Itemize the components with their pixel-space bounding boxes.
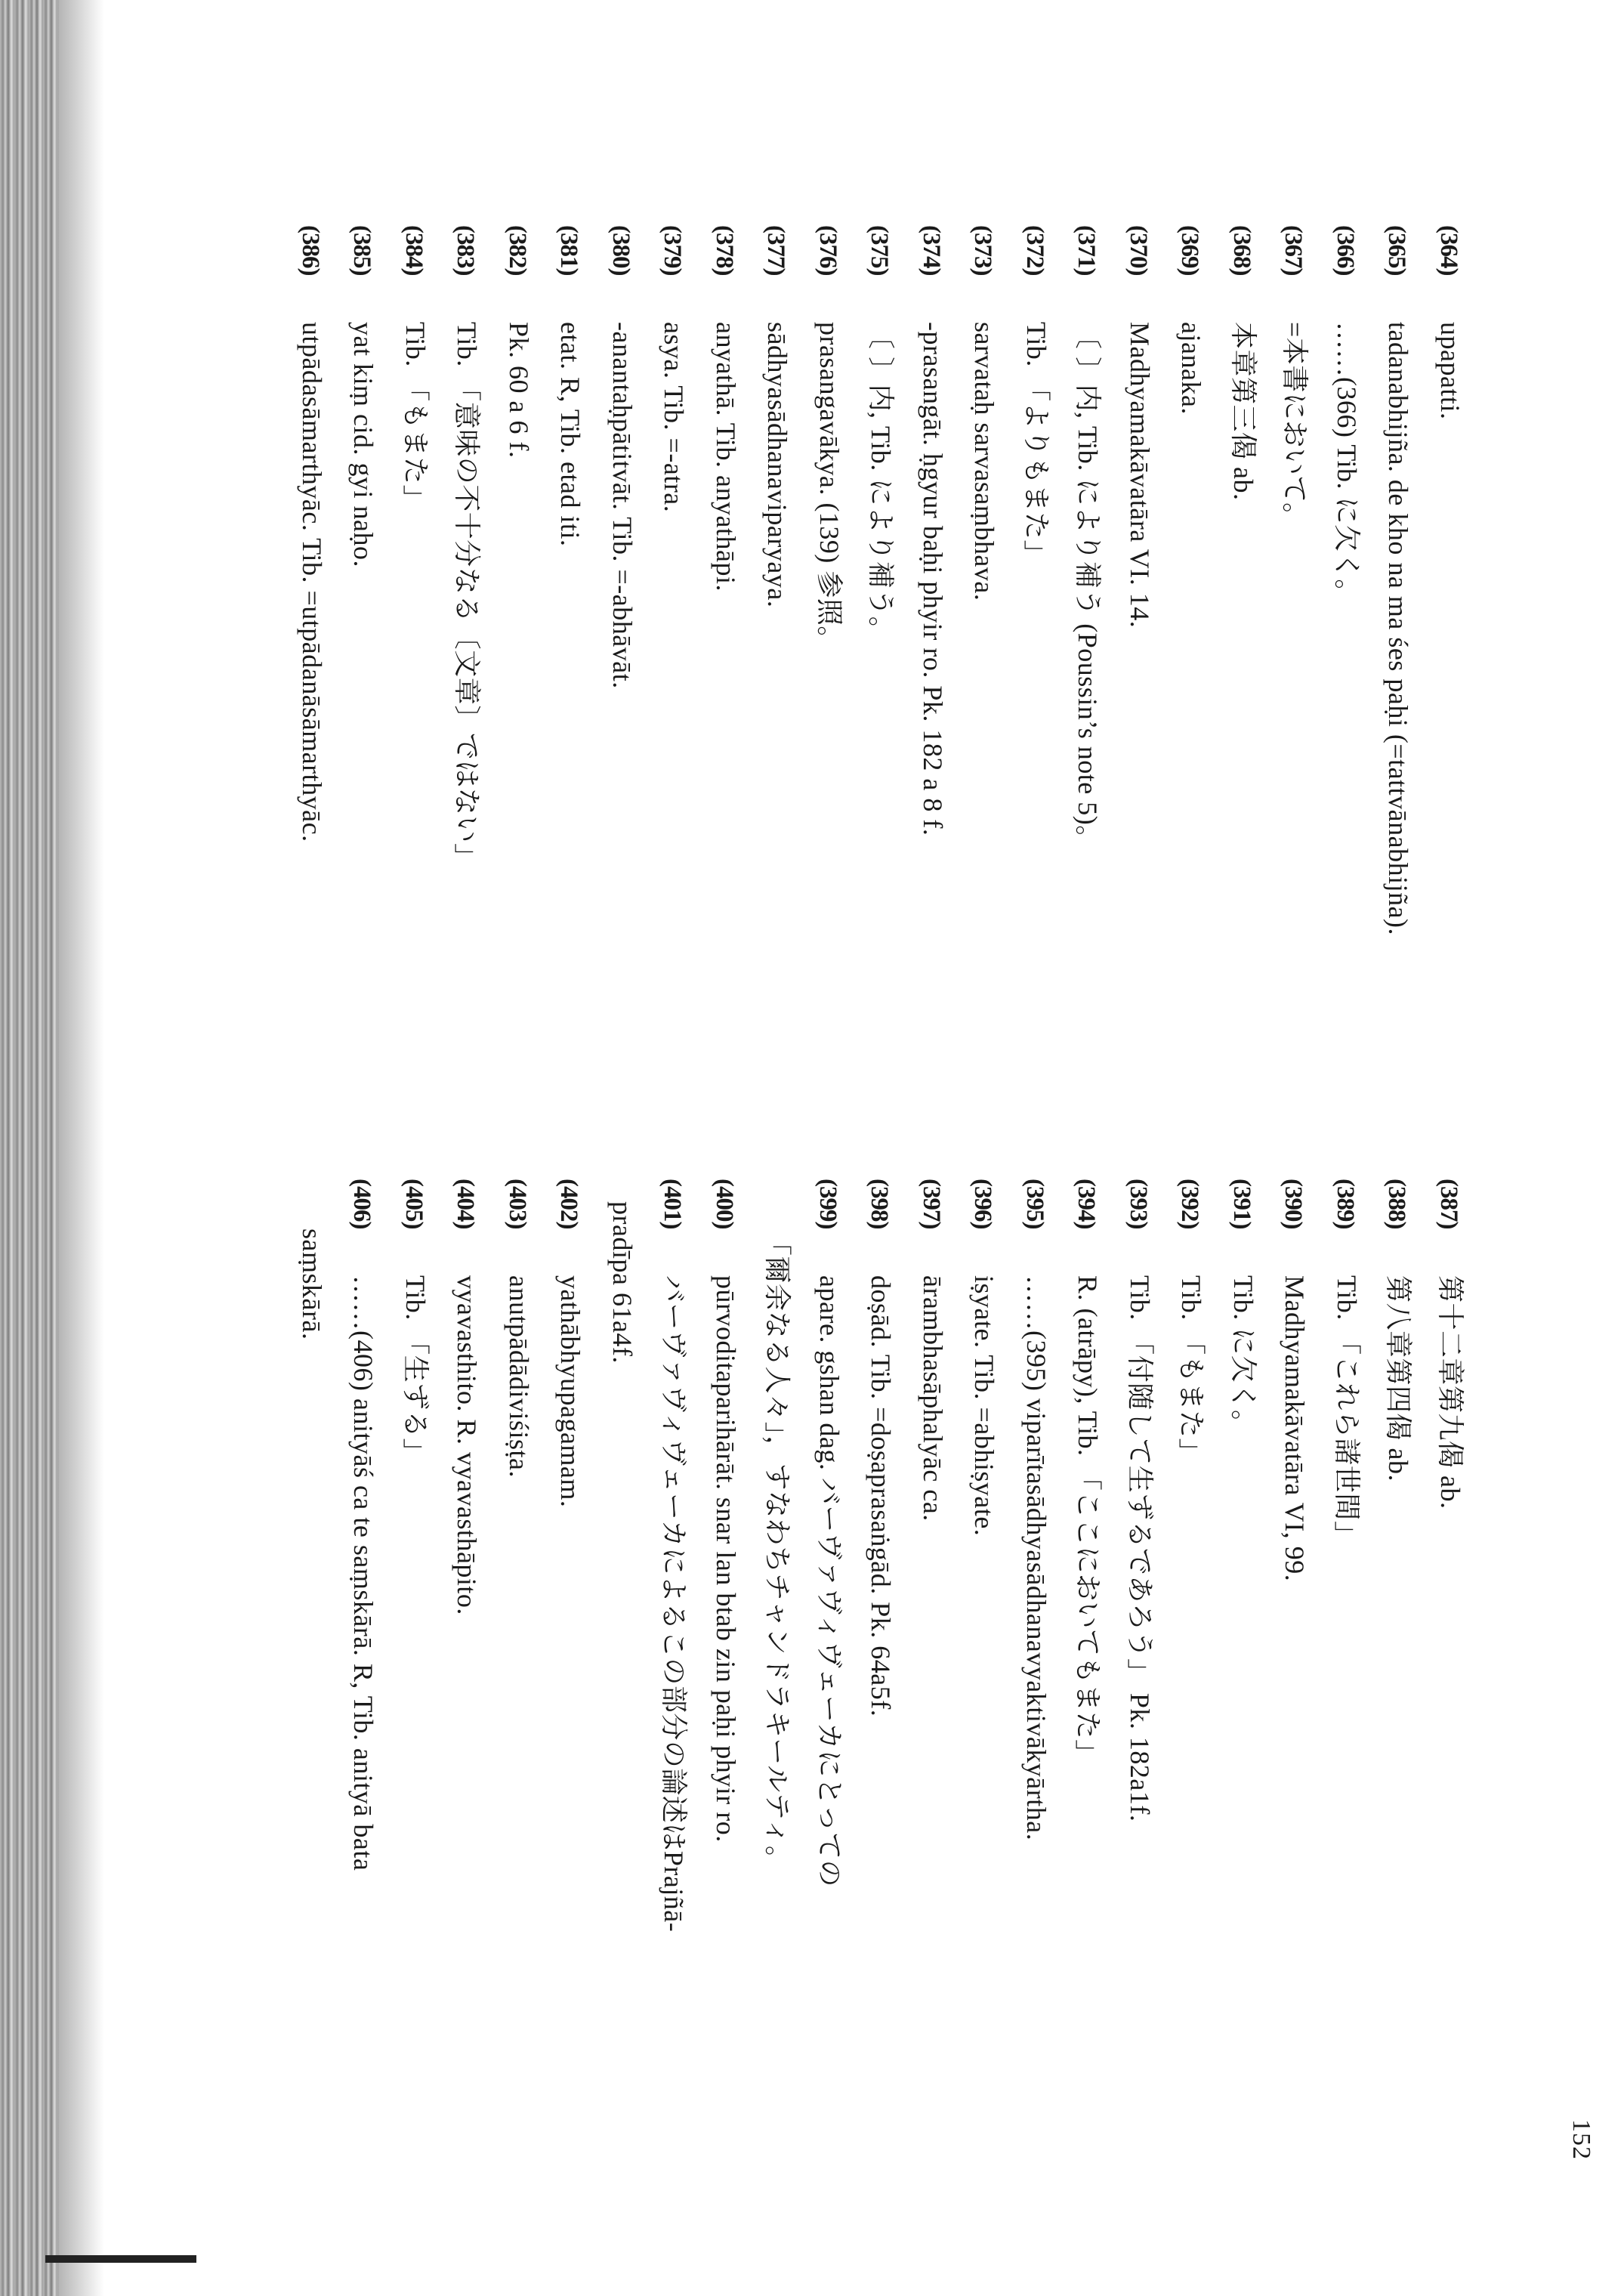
note-entry bbox=[1114, 225, 1166, 1238]
note-entry bbox=[1425, 1179, 1477, 2191]
note-number: (382) bbox=[504, 225, 531, 276]
note-number: (397) bbox=[918, 1179, 945, 1229]
note-number: (384) bbox=[400, 225, 428, 276]
note-number: (406) bbox=[348, 1179, 376, 1229]
note-number: (371) bbox=[1073, 225, 1101, 276]
note-number: (374) bbox=[918, 225, 945, 276]
note-text: apare. gshan dag. バーヴァヴィヴェーカにとっての bbox=[814, 1275, 844, 1887]
note-continuation bbox=[286, 1179, 338, 2191]
note-text: sādhyasādhanaviparyaya. bbox=[762, 322, 793, 608]
note-number: (380) bbox=[607, 225, 634, 276]
note-entry bbox=[1114, 1179, 1166, 2191]
note-number: (403) bbox=[504, 1179, 531, 1229]
note-entry bbox=[1321, 1179, 1373, 2191]
note-entry bbox=[648, 225, 700, 1238]
note-entry bbox=[855, 225, 907, 1238]
note-number: (381) bbox=[555, 225, 583, 276]
note-number: (390) bbox=[1280, 1179, 1308, 1229]
note-text: R. (atrāpy), Tib. 「ここにおいてもまた」 bbox=[1073, 1275, 1104, 1767]
note-number: (392) bbox=[1176, 1179, 1204, 1229]
note-entry bbox=[493, 1179, 545, 2191]
note-entry bbox=[907, 225, 959, 1238]
note-text: Tib. 「生ずる」 bbox=[400, 1275, 431, 1466]
note-entry bbox=[1372, 225, 1425, 1238]
note-entry bbox=[1425, 225, 1477, 1238]
note-text: ajanaka. bbox=[1176, 322, 1207, 415]
note-text: Tib. 「意味の不十分なる〔文章〕ではない」 bbox=[452, 322, 483, 871]
note-text: doṣād. Tib. =doṣaprasaṅgād. Pk. 64a5f. bbox=[866, 1275, 897, 1717]
note-text: 〔 〕内, Tib. により補う。 bbox=[866, 322, 897, 644]
note-number: (378) bbox=[711, 225, 738, 276]
note-text: 本章第三偈 ab. bbox=[1228, 322, 1258, 501]
note-text: 〔 〕内, Tib. により補う (Poussin’s note 5)。 bbox=[1073, 322, 1104, 853]
note-text: =本書において。 bbox=[1280, 322, 1311, 530]
note-entry bbox=[545, 225, 597, 1238]
note-entry bbox=[338, 225, 390, 1238]
note-number: (395) bbox=[1021, 1179, 1048, 1229]
note-number: (379) bbox=[659, 225, 687, 276]
note-number: (387) bbox=[1435, 1179, 1462, 1229]
notes-column-right bbox=[286, 1179, 1477, 2191]
note-entry bbox=[1269, 225, 1321, 1238]
note-number: (404) bbox=[452, 1179, 480, 1229]
note-text: ……(395) viparītasādhyasādhanavyaktivākyārtha. bbox=[1021, 1275, 1051, 1841]
note-entry bbox=[1218, 225, 1270, 1238]
note-text: ……(366) Tib. に欠く。 bbox=[1332, 322, 1362, 607]
note-text: Tib. に欠く。 bbox=[1228, 1275, 1258, 1438]
note-number: (389) bbox=[1332, 1179, 1359, 1229]
note-text: -anantaḥpātitvāt. Tib. =-abhāvāt. bbox=[607, 322, 638, 689]
note-number: (396) bbox=[969, 1179, 997, 1229]
note-number: (399) bbox=[814, 1179, 841, 1229]
note-entry bbox=[700, 225, 752, 1238]
note-text: 「爾余なる人々」，すなわちチャンドラキールティ。 bbox=[762, 1228, 793, 1874]
note-text: -prasangāt. ḥgyur baḥi phyir ro. Pk. 182 a 8 f. bbox=[918, 322, 948, 836]
note-number: (375) bbox=[866, 225, 894, 276]
note-text: ……(406) anityāś ca te saṃskārā. R, Tib. anityā bata bbox=[348, 1275, 379, 1871]
note-entry bbox=[648, 1179, 700, 2191]
note-entry bbox=[959, 1179, 1011, 2191]
note-number: (373) bbox=[969, 225, 997, 276]
note-number: (400) bbox=[711, 1179, 738, 1229]
note-number: (370) bbox=[1125, 225, 1152, 276]
note-text: Madhyamakāvatāra VI, 99. bbox=[1280, 1275, 1311, 1582]
note-number: (402) bbox=[555, 1179, 583, 1229]
page-number: 152 bbox=[1567, 2119, 1595, 2160]
note-entry bbox=[597, 225, 649, 1238]
note-number: (401) bbox=[659, 1179, 687, 1229]
note-number: (365) bbox=[1383, 225, 1411, 276]
note-entry bbox=[700, 1179, 752, 2191]
note-number: (405) bbox=[400, 1179, 428, 1229]
note-entry bbox=[1321, 225, 1373, 1238]
note-entry bbox=[441, 225, 493, 1238]
note-entry bbox=[959, 225, 1011, 1238]
note-text: Madhyamakāvatāra VI. 14. bbox=[1125, 322, 1155, 629]
note-entry bbox=[390, 225, 442, 1238]
note-number: (376) bbox=[814, 225, 841, 276]
note-entry bbox=[907, 1179, 959, 2191]
note-entry bbox=[1062, 225, 1114, 1238]
note-number: (388) bbox=[1383, 1179, 1411, 1229]
note-entry bbox=[804, 225, 856, 1238]
note-entry bbox=[390, 1179, 442, 2191]
note-text: Tib. 「付随して生ずるであろう」 Pk. 182a1f. bbox=[1125, 1275, 1155, 1822]
note-text: tadanabhijña. de kho na ma śes paḥi (=tattvānabhijña). bbox=[1383, 322, 1414, 936]
note-number: (391) bbox=[1228, 1179, 1255, 1229]
note-entry bbox=[855, 1179, 907, 2191]
note-entry bbox=[804, 1179, 856, 2191]
note-number: (366) bbox=[1332, 225, 1359, 276]
note-text: Pk. 60 a 6 f. bbox=[504, 322, 534, 459]
note-text: upapatti. bbox=[1435, 322, 1465, 420]
note-text: yathābhyupagamam. bbox=[555, 1275, 586, 1508]
note-entry bbox=[545, 1179, 597, 2191]
note-number: (372) bbox=[1021, 225, 1048, 276]
note-text: 第八章第四偈 ab. bbox=[1383, 1275, 1414, 1482]
note-number: (364) bbox=[1435, 225, 1462, 276]
note-text: sarvataḥ sarvasaṃbhava. bbox=[969, 322, 1000, 601]
note-continuation bbox=[597, 1179, 649, 2191]
note-continuation bbox=[752, 1179, 804, 2191]
note-text: saṃskārā. bbox=[297, 1228, 327, 1340]
note-text: asya. Tib. =-atra. bbox=[659, 322, 690, 513]
note-text: utpādasāmarthyāc. Tib. =utpādanāsāmarthyāc. bbox=[297, 322, 327, 842]
note-entry bbox=[338, 1179, 390, 2191]
note-number: (367) bbox=[1280, 225, 1308, 276]
note-entry bbox=[286, 225, 338, 1238]
note-entry bbox=[1011, 1179, 1063, 2191]
note-number: (383) bbox=[452, 225, 480, 276]
note-text: anyathā. Tib. anyathāpi. bbox=[711, 322, 741, 592]
note-text: バーヴァヴィヴェーカによるこの部分の論述はPrajñā- bbox=[659, 1275, 690, 1933]
note-number: (368) bbox=[1228, 225, 1255, 276]
note-text: anutpādādiviśiṣṭa. bbox=[504, 1275, 534, 1478]
note-entry bbox=[752, 225, 804, 1238]
note-entry bbox=[1011, 225, 1063, 1238]
note-text: etat. R, Tib. etad iti. bbox=[555, 322, 586, 547]
note-entry bbox=[441, 1179, 493, 2191]
note-number: (386) bbox=[297, 225, 324, 276]
note-text: Tib. 「もまた」 bbox=[1176, 1275, 1207, 1466]
note-number: (393) bbox=[1125, 1179, 1152, 1229]
note-entry bbox=[1269, 1179, 1321, 2191]
note-number: (394) bbox=[1073, 1179, 1101, 1229]
note-number: (377) bbox=[762, 225, 790, 276]
notes-column-left bbox=[286, 225, 1477, 1238]
note-entry bbox=[1166, 225, 1218, 1238]
note-entry bbox=[1372, 1179, 1425, 2191]
note-number: (369) bbox=[1176, 225, 1204, 276]
note-text: iṣyate. Tib. =abhiṣyate. bbox=[969, 1275, 1000, 1537]
note-text: prasangavākya. (139) 参照。 bbox=[814, 322, 844, 654]
note-number: (398) bbox=[866, 1179, 894, 1229]
note-text: pradīpa 61a4f. bbox=[607, 1201, 638, 1364]
note-text: Tib. 「これら諸世間」 bbox=[1332, 1275, 1362, 1549]
note-text: vyavasthito. R. vyavasthāpito. bbox=[452, 1275, 483, 1615]
note-entry bbox=[1218, 1179, 1270, 2191]
note-number: (385) bbox=[348, 225, 376, 276]
note-entry bbox=[1062, 1179, 1114, 2191]
note-text: ārambhasāphalyāc ca. bbox=[918, 1275, 948, 1522]
note-text: pūrvoditaparihārāt. snar lan btab zin paḥi phyir ro. bbox=[711, 1275, 741, 1843]
note-text: 第十二章第九偈 ab. bbox=[1435, 1275, 1465, 1510]
note-text: yat kiṃ cid. gyi naḥo. bbox=[348, 322, 379, 567]
note-text: Tib. 「もまた」 bbox=[400, 322, 431, 512]
note-entry bbox=[493, 225, 545, 1238]
note-entry bbox=[1166, 1179, 1218, 2191]
note-text: Tib. 「よりもまた」 bbox=[1021, 322, 1051, 567]
